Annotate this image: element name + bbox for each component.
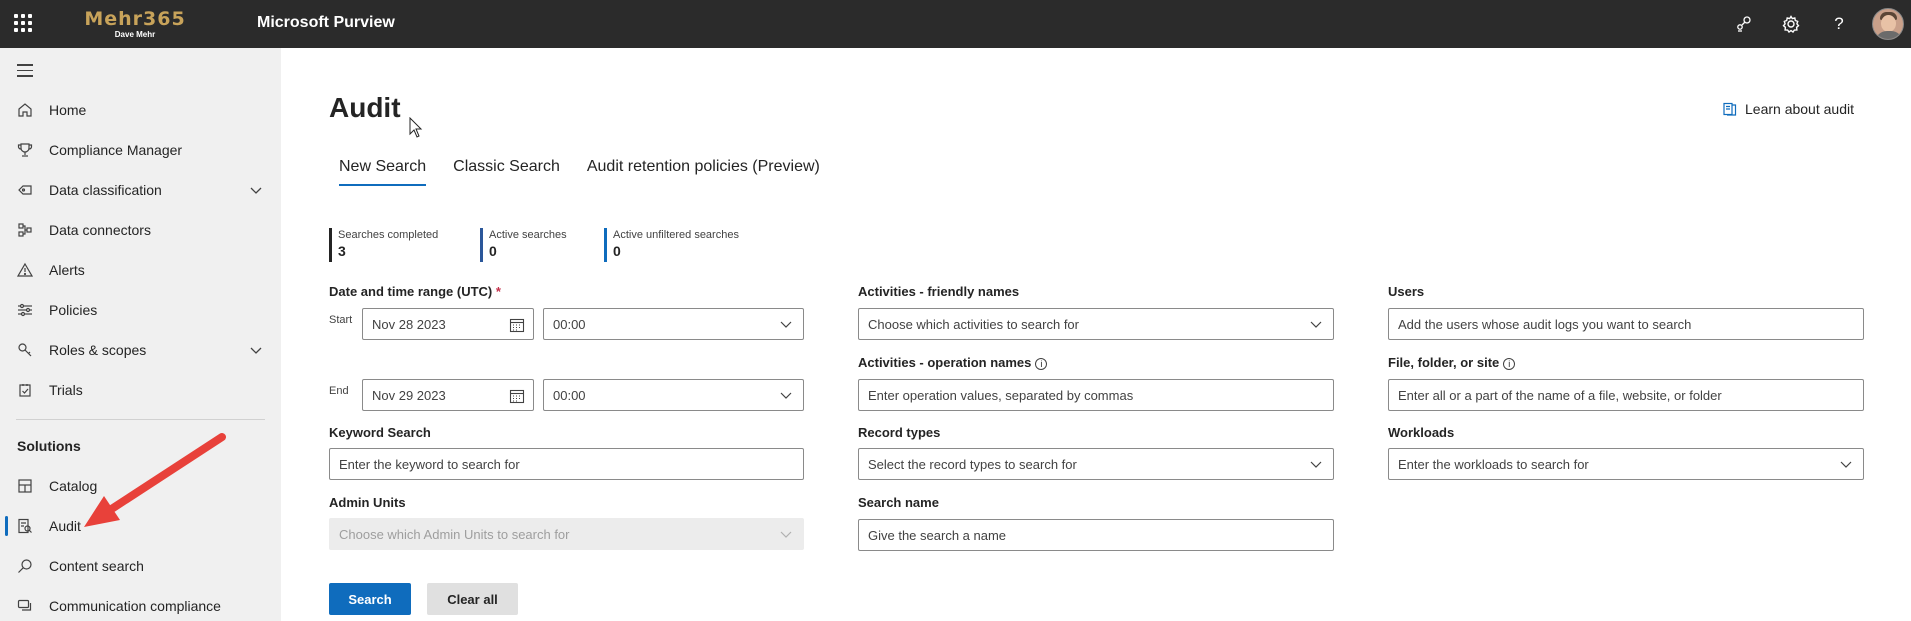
keyword-search-input[interactable] <box>329 448 804 480</box>
search-icon <box>16 557 34 575</box>
sidebar-item-data-connectors[interactable] <box>0 210 281 250</box>
users-input[interactable] <box>1388 308 1864 340</box>
tab-new-search[interactable]: New Search <box>339 158 426 186</box>
calendar-icon[interactable] <box>509 388 525 404</box>
date-range-label <box>329 284 501 299</box>
activities-operation-placeholder: Enter operation values, separated by commas <box>868 387 1134 403</box>
calendar-icon[interactable] <box>509 317 525 333</box>
sidebar-item-communication-compliance[interactable] <box>0 586 281 621</box>
activities-friendly-label: Activities - friendly names <box>858 284 1020 299</box>
selected-indicator <box>5 516 8 536</box>
tag-icon <box>16 181 34 199</box>
info-icon[interactable]: i <box>1035 358 1047 370</box>
help-icon[interactable]: ? <box>1834 14 1844 33</box>
chevron-down-icon <box>779 527 793 541</box>
sidebar-item-roles-scopes[interactable] <box>0 330 281 370</box>
search-button[interactable]: Search <box>329 583 411 615</box>
end-time-value: 00:00 <box>553 387 586 403</box>
chevron-down-icon[interactable] <box>248 342 264 358</box>
file-folder-site-label-text: File, folder, or site <box>1388 355 1500 370</box>
learn-about-audit-link[interactable] <box>1723 101 1854 117</box>
tab-classic-search[interactable]: Classic Search <box>453 158 560 175</box>
main-content <box>281 48 1911 621</box>
file-folder-site-placeholder: Enter all or a part of the name of a file, website, or folder <box>1398 387 1722 403</box>
record-types-label: Record types <box>858 425 941 440</box>
connector-icon <box>16 221 34 239</box>
stat-bar <box>480 228 483 262</box>
activities-friendly-placeholder: Choose which activities to search for <box>868 316 1079 332</box>
activities-operation-label <box>858 355 1047 370</box>
sidebar-section-heading: Solutions <box>17 438 81 454</box>
sidebar-item-label: Compliance Manager <box>49 142 183 158</box>
activities-operation-input[interactable] <box>858 379 1334 411</box>
settings-icon[interactable] <box>1779 12 1803 36</box>
stat-label: Searches completed <box>338 229 439 241</box>
file-folder-site-input[interactable] <box>1388 379 1864 411</box>
chevron-down-icon <box>1309 457 1323 471</box>
sidebar-item-label: Content search <box>49 558 144 574</box>
admin-units-placeholder: Choose which Admin Units to search for <box>339 526 570 542</box>
stat-active-searches <box>480 228 567 262</box>
search-name-label: Search name <box>858 495 939 510</box>
sidebar-item-label: Trials <box>49 382 83 398</box>
start-date-value: Nov 28 2023 <box>372 316 446 332</box>
tab-audit-retention-policies[interactable]: Audit retention policies (Preview) <box>586 158 820 175</box>
share-icon[interactable] <box>1732 12 1756 36</box>
app-launcher-icon[interactable] <box>14 14 32 32</box>
catalog-icon <box>16 477 34 495</box>
trials-icon <box>16 381 34 399</box>
start-date-field[interactable] <box>362 308 534 340</box>
required-mark: * <box>495 284 501 299</box>
sidebar-item-label: Catalog <box>49 478 98 494</box>
chevron-down-icon <box>779 388 793 402</box>
left-navigation <box>0 48 281 621</box>
brand-logo[interactable] <box>82 8 188 40</box>
book-icon <box>1723 102 1737 116</box>
search-name-input[interactable] <box>858 519 1334 551</box>
date-range-label-text: Date and time range (UTC) <box>329 284 493 299</box>
record-types-dropdown[interactable] <box>858 448 1334 480</box>
sidebar-item-compliance-manager[interactable] <box>0 130 281 170</box>
top-bar <box>0 0 1911 48</box>
sidebar-divider <box>16 419 265 420</box>
sidebar-item-catalog[interactable] <box>0 466 281 506</box>
keyword-search-label: Keyword Search <box>329 425 431 440</box>
stat-bar <box>604 228 607 262</box>
audit-icon <box>16 517 34 535</box>
start-label: Start <box>329 314 353 326</box>
stat-value: 0 <box>489 243 497 259</box>
sidebar-item-label: Communication compliance <box>49 598 221 614</box>
warning-icon <box>16 261 34 279</box>
end-label: End <box>329 385 349 397</box>
sidebar-item-label: Home <box>49 102 87 118</box>
avatar[interactable] <box>1872 8 1904 40</box>
brand-subtitle: Dave Mehr <box>114 30 156 39</box>
workloads-label: Workloads <box>1388 425 1455 440</box>
sidebar-item-alerts[interactable] <box>0 250 281 290</box>
activities-operation-label-text: Activities - operation names <box>858 355 1032 370</box>
sidebar-item-policies[interactable] <box>0 290 281 330</box>
learn-link-label: Learn about audit <box>1745 101 1854 117</box>
file-folder-site-label <box>1388 355 1515 370</box>
info-icon[interactable]: i <box>1503 358 1515 370</box>
sidebar-item-label: Roles & scopes <box>49 342 147 358</box>
sidebar-item-label: Audit <box>49 518 81 534</box>
sidebar-item-label: Data classification <box>49 182 162 198</box>
sidebar-item-label: Alerts <box>49 262 85 278</box>
sidebar-item-label: Policies <box>49 302 98 318</box>
clear-all-button[interactable]: Clear all <box>427 583 518 615</box>
sidebar-item-audit[interactable] <box>0 506 281 546</box>
chat-icon <box>16 597 34 615</box>
stat-bar <box>329 228 332 262</box>
workloads-dropdown[interactable] <box>1388 448 1864 480</box>
record-types-placeholder: Select the record types to search for <box>868 456 1077 472</box>
trophy-icon <box>16 141 34 159</box>
start-time-value: 00:00 <box>553 316 586 332</box>
stat-searches-completed <box>329 228 438 262</box>
end-time-dropdown[interactable] <box>543 379 804 411</box>
users-placeholder: Add the users whose audit logs you want to search <box>1398 316 1692 332</box>
sidebar-item-home[interactable] <box>0 90 281 130</box>
stat-active-unfiltered-searches <box>604 228 739 262</box>
mouse-cursor-icon <box>409 117 423 139</box>
end-date-value: Nov 29 2023 <box>372 387 446 403</box>
sidebar-item-label: Data connectors <box>49 222 151 238</box>
end-date-field[interactable] <box>362 379 534 411</box>
policies-icon <box>16 301 34 319</box>
sidebar-item-trials[interactable] <box>0 370 281 410</box>
activities-friendly-dropdown[interactable] <box>858 308 1334 340</box>
key-icon <box>16 341 34 359</box>
app-title[interactable]: Microsoft Purview <box>257 14 395 31</box>
stat-label: Active searches <box>489 229 567 241</box>
stat-label: Active unfiltered searches <box>613 229 739 241</box>
users-label: Users <box>1388 284 1425 299</box>
admin-units-dropdown <box>329 518 804 550</box>
chevron-down-icon[interactable] <box>248 182 264 198</box>
stat-value: 0 <box>613 243 621 259</box>
admin-units-label: Admin Units <box>329 495 406 510</box>
sidebar-item-content-search[interactable] <box>0 546 281 586</box>
hamburger-icon[interactable] <box>17 64 33 81</box>
start-time-dropdown[interactable] <box>543 308 804 340</box>
chevron-down-icon <box>1839 457 1853 471</box>
workloads-placeholder: Enter the workloads to search for <box>1398 456 1589 472</box>
page-title: Audit <box>329 92 401 123</box>
tab-bar <box>339 158 820 186</box>
chevron-down-icon <box>1309 317 1323 331</box>
keyword-placeholder: Enter the keyword to search for <box>339 456 520 472</box>
home-icon <box>16 101 34 119</box>
search-name-placeholder: Give the search a name <box>868 527 1007 543</box>
chevron-down-icon <box>779 317 793 331</box>
brand-name: Mehr365 <box>84 8 186 30</box>
stat-value: 3 <box>338 243 346 259</box>
sidebar-item-data-classification[interactable] <box>0 170 281 210</box>
